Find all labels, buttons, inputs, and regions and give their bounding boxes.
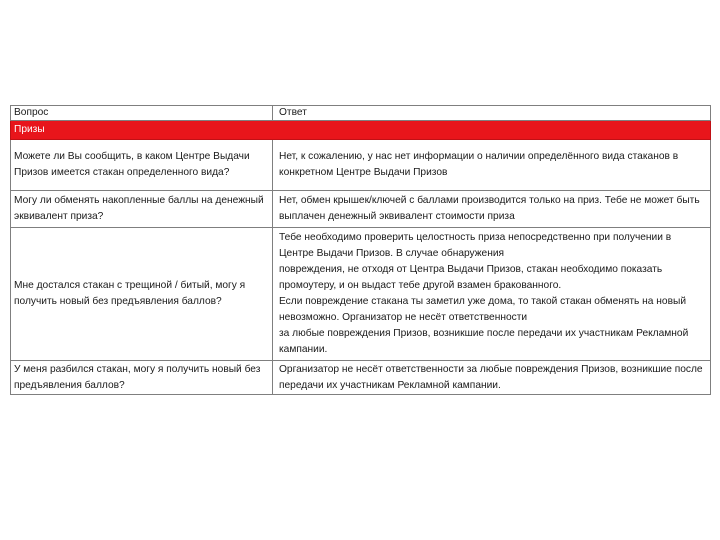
answer-line: за любые повреждения Призов, возникшие после передачи их участникам Рекламной кампании. xyxy=(279,328,689,355)
answer-cell xyxy=(273,361,711,395)
answer-line: Организатор не несёт ответственности за любые повреждения Призов, возникшие после передачи их участникам Рекламной кампании. xyxy=(279,363,703,391)
answer-line: повреждения, не отходя от Центра Выдачи Призов, стакан необходимо показать промоутеру, и он выдаст тебе другой взамен бракованного. xyxy=(279,264,663,291)
answer-column-header: Ответ xyxy=(273,106,711,121)
question-cell: Могу ли обменять накопленные баллы на денежный эквивалент приза? xyxy=(11,191,273,228)
section-title-prizes: Призы xyxy=(11,121,711,140)
answer-line: Нет, к сожалению, у нас нет информации о наличии определённого вида стаканов в конкретном Центре Выдачи Призов xyxy=(279,151,679,178)
faq-table xyxy=(10,105,711,395)
answer-cell xyxy=(273,140,711,191)
question-column-header: Вопрос xyxy=(11,106,273,121)
table-row xyxy=(11,228,711,361)
answer-cell xyxy=(273,191,711,228)
answer-line: Тебе необходимо проверить целостность приза непосредственно при получении в Центре Выдачи Призов. В случае обнаружения xyxy=(279,232,672,259)
answer-cell xyxy=(273,228,711,361)
question-cell: Мне достался стакан с трещиной / битый, могу я получить новый без предъявления баллов? xyxy=(11,228,273,361)
table-row xyxy=(11,140,711,191)
section-header-row xyxy=(11,121,711,140)
table-row xyxy=(11,361,711,395)
answer-line: Нет, обмен крышек/ключей с баллами производится только на приз. Тебе не может быть выплачен денежный эквивалент стоимости приза xyxy=(279,195,700,222)
table-row xyxy=(11,191,711,228)
table-header-row xyxy=(11,106,711,121)
answer-line: Если повреждение стакана ты заметил уже дома, то такой стакан обменять на новый невозможно. Организатор не несёт ответственности xyxy=(279,296,687,323)
question-cell: У меня разбился стакан, могу я получить новый без предъявления баллов? xyxy=(11,361,273,395)
question-cell: Можете ли Вы сообщить, в каком Центре Выдачи Призов имеется стакан определенного вида? xyxy=(11,140,273,191)
